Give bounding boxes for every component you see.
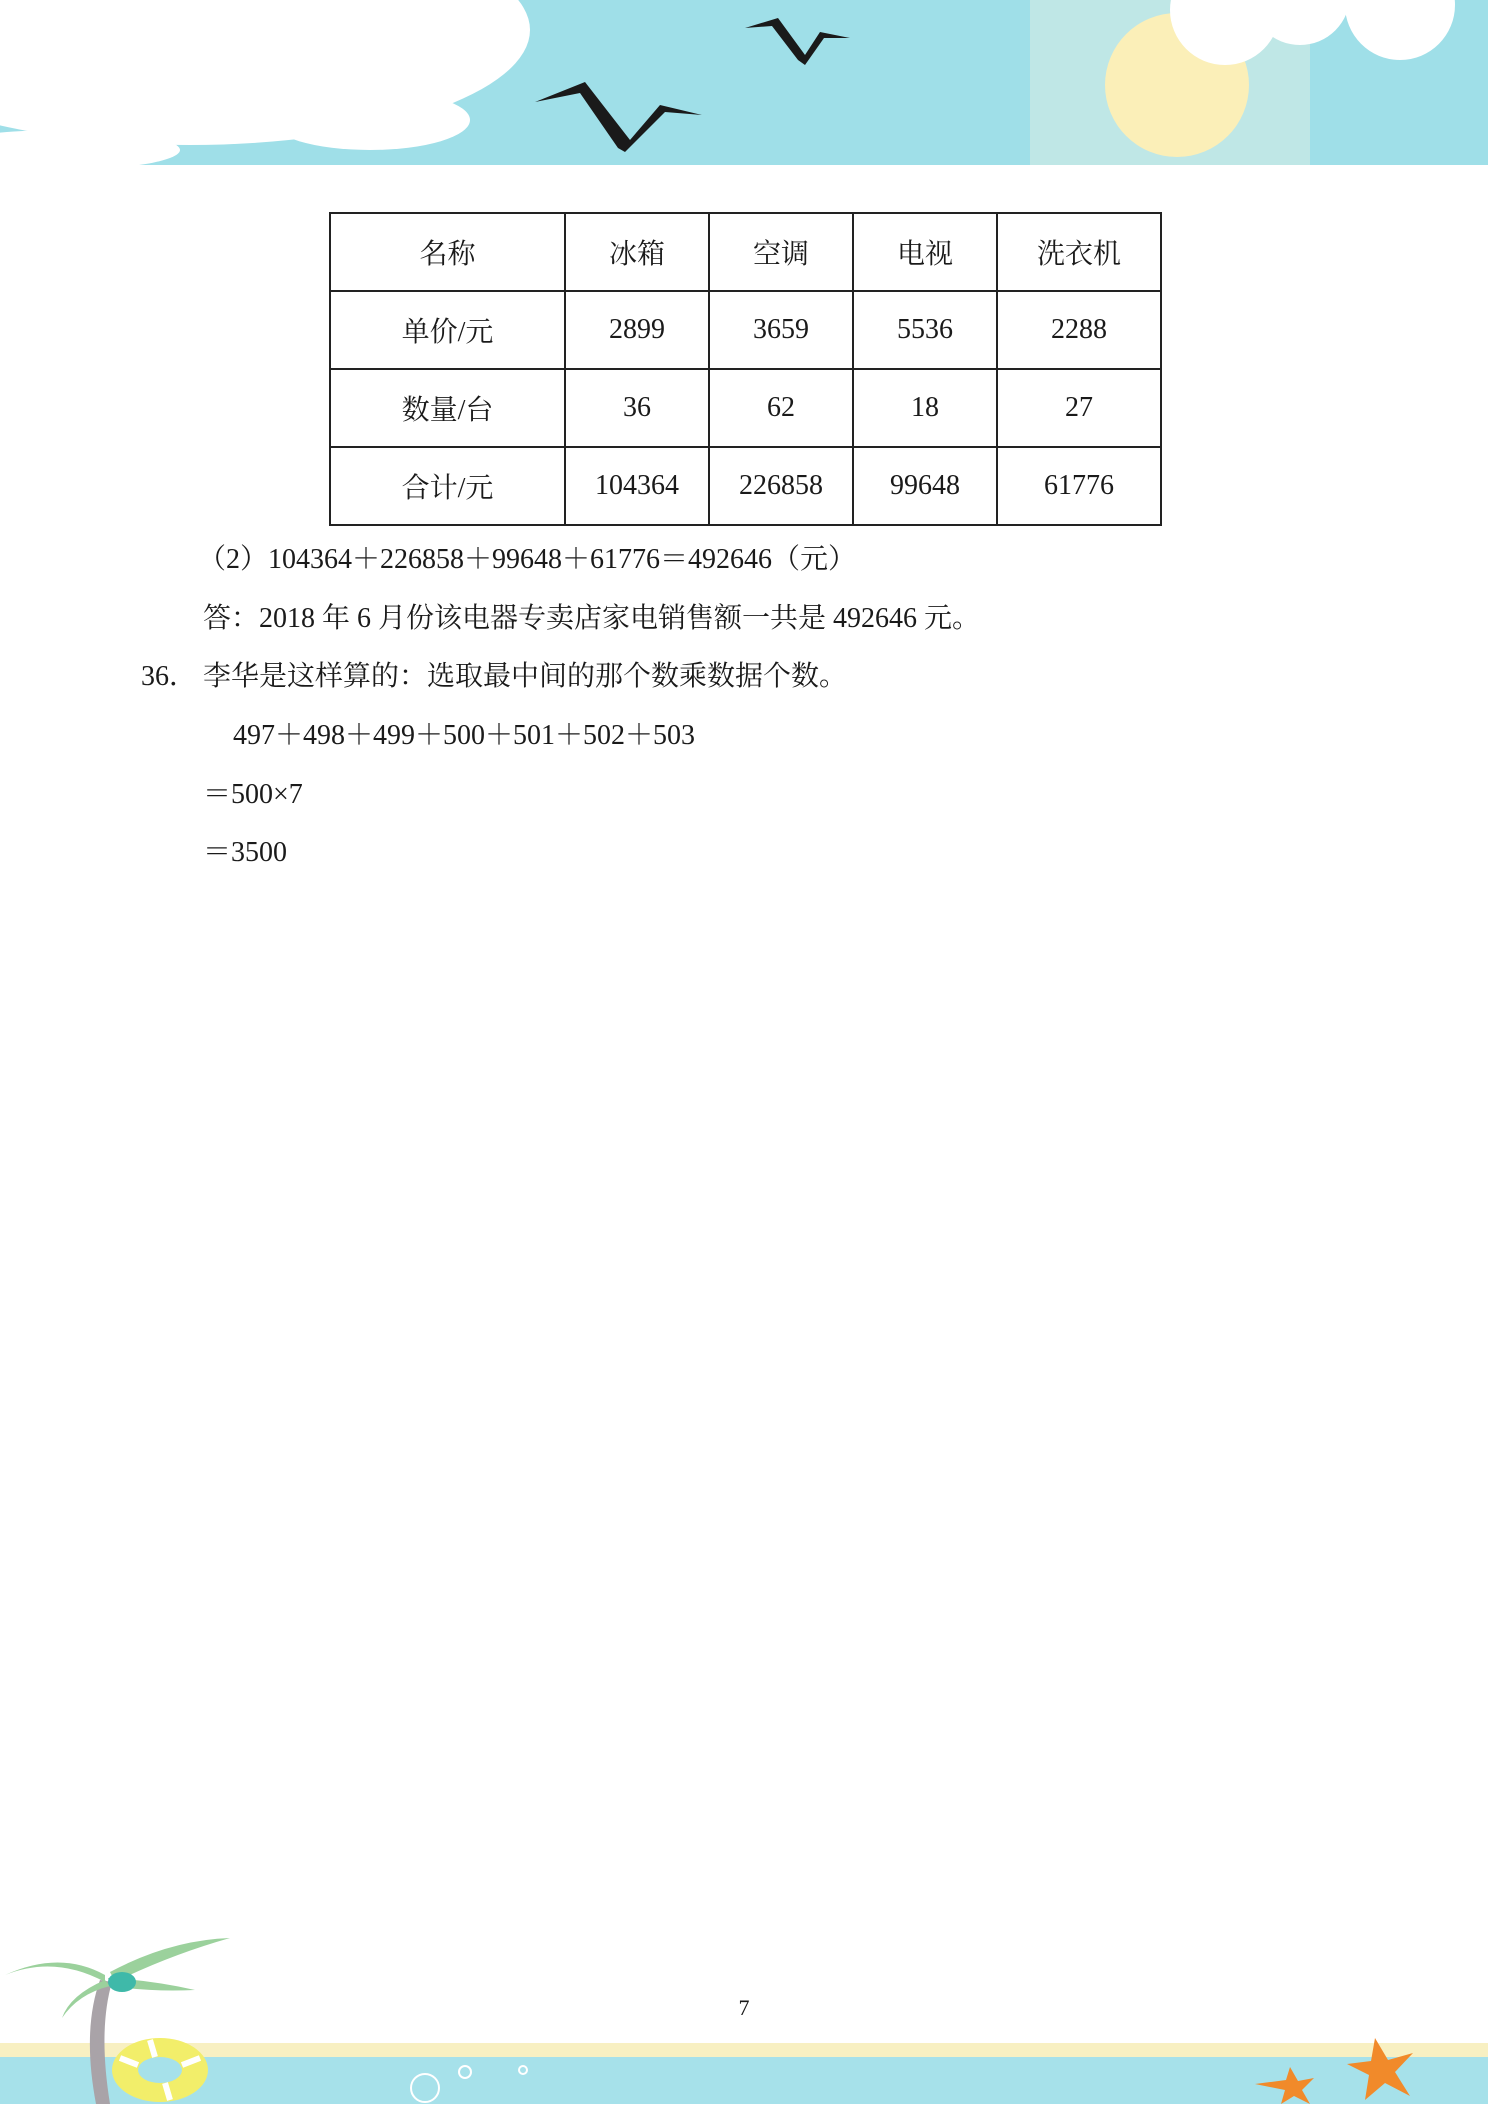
question-36-text: 李华是这样算的：选取最中间的那个数乘数据个数。: [203, 661, 848, 692]
table-header-cell: 空调: [709, 213, 853, 291]
table-cell: 62: [709, 369, 853, 447]
table-row: [330, 213, 1161, 291]
part2-answer: 答：2018 年 6 月份该电器专卖店家电销售额一共是 492646 元。: [203, 603, 981, 634]
table-cell: 36: [565, 369, 709, 447]
table-cell: 99648: [853, 447, 997, 525]
table-cell: 27: [997, 369, 1161, 447]
q36-step-1: 497＋498＋499＋500＋501＋502＋503: [233, 720, 696, 751]
sand-strip: [0, 2043, 1488, 2057]
table-cell: 226858: [709, 447, 853, 525]
table-header-cell: 电视: [853, 213, 997, 291]
table-row-label: 合计/元: [330, 447, 565, 525]
part2-equation: （2）104364＋226858＋99648＋61776＝492646（元）: [198, 544, 857, 575]
table-header-cell: 名称: [330, 213, 565, 291]
table-row: [330, 291, 1161, 369]
sales-table-container: [329, 212, 1162, 526]
table-row-label: 数量/台: [330, 369, 565, 447]
table-header-cell: 洗衣机: [997, 213, 1161, 291]
table-cell: 61776: [997, 447, 1161, 525]
table-cell: 104364: [565, 447, 709, 525]
q36-step-2: ＝500×7: [203, 779, 303, 810]
q36-step-3: ＝3500: [203, 837, 288, 868]
sales-table: [329, 212, 1162, 526]
header-illustration: [0, 0, 1488, 170]
life-ring-icon: [112, 2038, 208, 2102]
table-row-label: 单价/元: [330, 291, 565, 369]
sea-strip: [0, 2057, 1488, 2104]
table-cell: 2288: [997, 291, 1161, 369]
question-number: 36．: [141, 661, 198, 692]
table-cell: 3659: [709, 291, 853, 369]
table-cell: 2899: [565, 291, 709, 369]
table-header-cell: 冰箱: [565, 213, 709, 291]
page-number: 7: [738, 1995, 750, 2020]
table-row: [330, 369, 1161, 447]
table-cell: 18: [853, 369, 997, 447]
question-36: [141, 659, 847, 695]
table-cell: 5536: [853, 291, 997, 369]
table-row: [330, 447, 1161, 525]
